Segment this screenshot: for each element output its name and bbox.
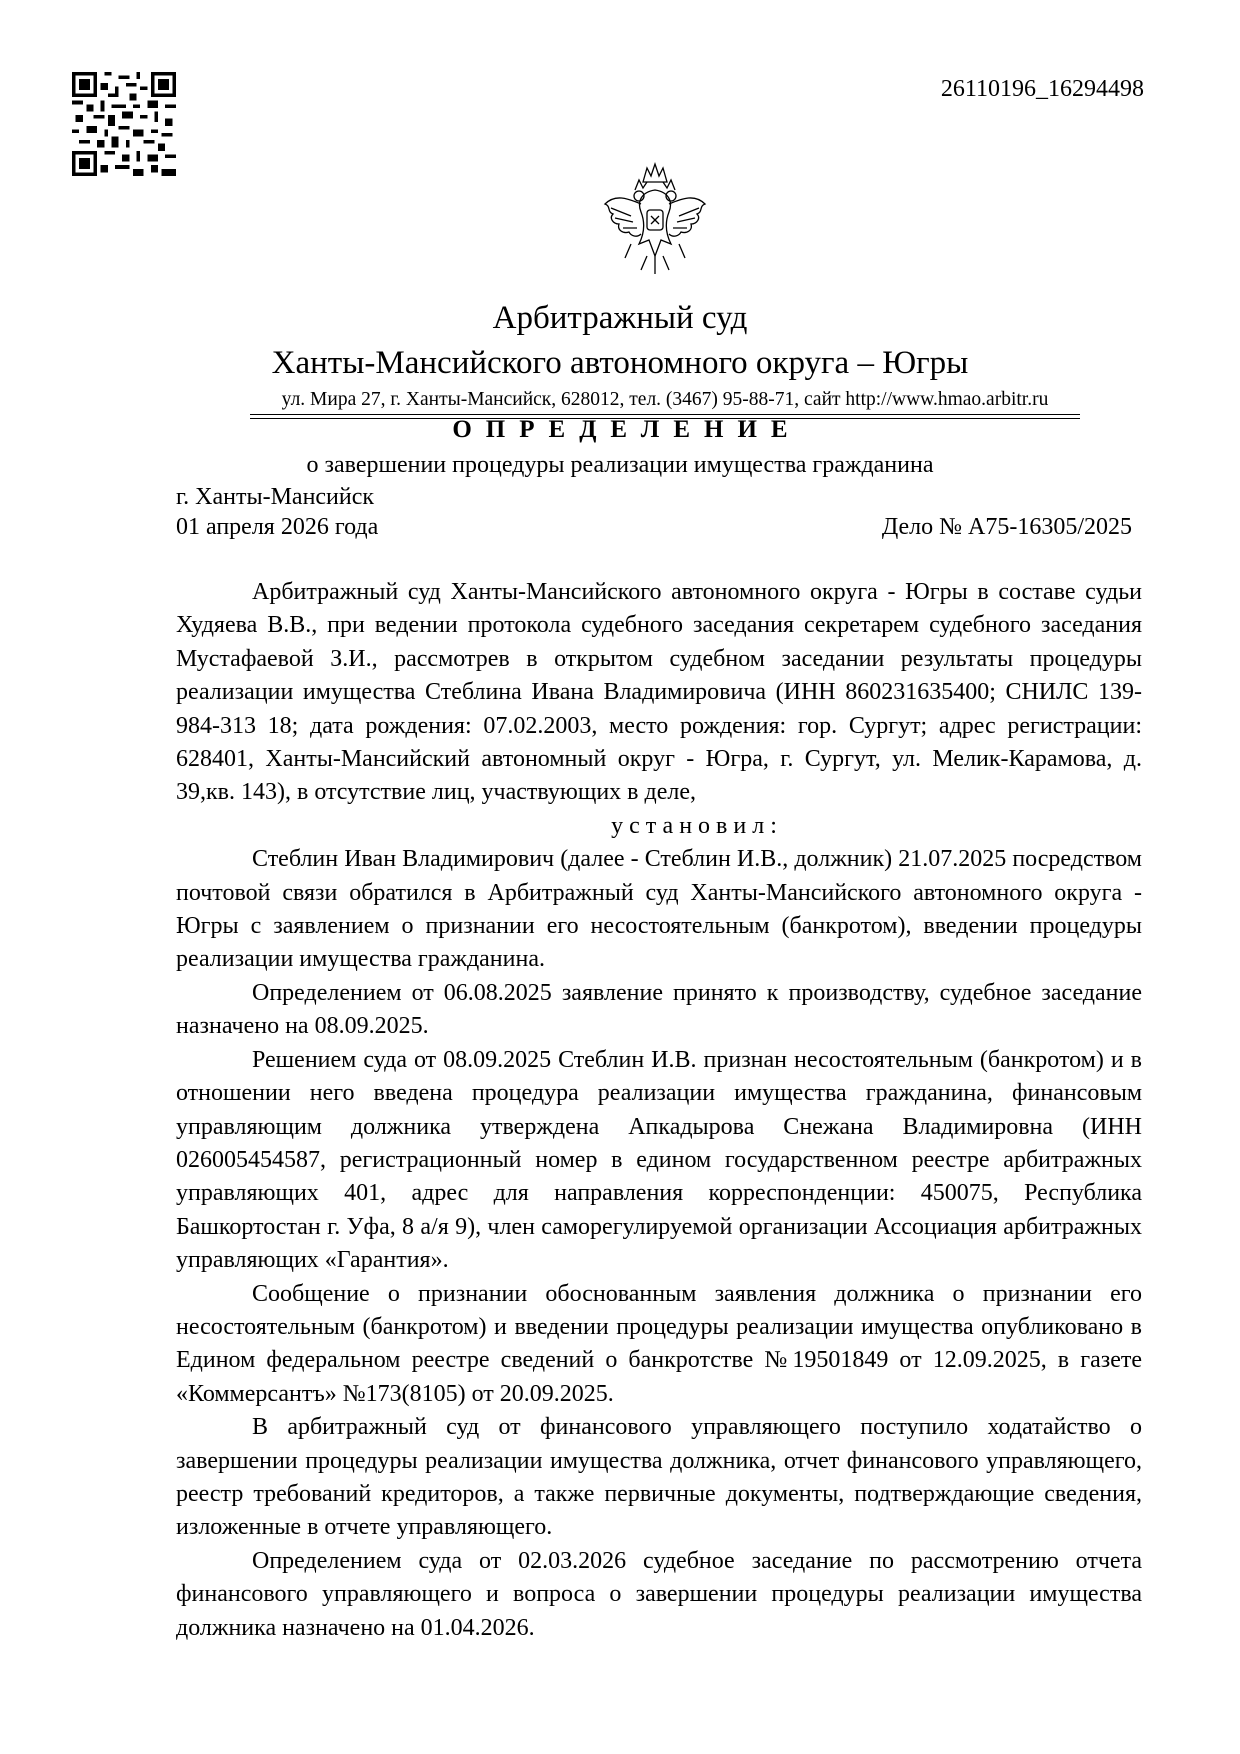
case-number: Дело № А75-16305/2025 <box>881 514 1132 540</box>
body-paragraph: Определением суда от 02.03.2026 судебное заседание по рассмотрению отчета финансового управляющего и вопроса о завершении процедуры реализации имущества должника назначено на 01.04.2026. <box>176 1547 1142 1641</box>
document-body <box>176 576 1142 1645</box>
document-date: 01 апреля 2026 года <box>176 514 379 540</box>
body-paragraph: Стеблин Иван Владимирович (далее - Стеблин И.В., должник) 21.07.2025 посредством почтовой связи обратился в Арбитражный суд Ханты-Мансийского автономного округа - Югры с заявлением о признании его несостоятельным (банкротом), введении процедуры реализации имущества гражданина. <box>176 846 1142 973</box>
court-name-line2: Ханты-Мансийского автономного округа – Югры <box>271 345 969 381</box>
qr-code-icon <box>72 72 176 176</box>
body-paragraph: Решением суда от 08.09.2025 Стеблин И.В. признан несостоятельным (банкротом) и в отношении него введена процедура реализации имущества гражданина, финансовым управляющим должника утверждена Апкадырова Снежана Владимировна (ИНН 026005454587, регистрационный номер в едином государственном реестре арбитражных управляющих 401, адрес для направления корреспонденции: 450075, Республика Башкортостан г. Уфа, 8 а/я 9), член саморегулируемой организации Ассоциация арбитражных управляющих «Гарантия». <box>176 1046 1142 1274</box>
document-id: 26110196_16294498 <box>940 76 1144 102</box>
court-name-line1: Арбитражный суд <box>492 300 748 336</box>
document-subject: о завершении процедуры реализации имущества гражданина <box>306 452 934 478</box>
header-divider <box>250 414 1080 415</box>
russian-coat-of-arms-icon <box>601 160 709 278</box>
document-city: г. Ханты-Мансийск <box>176 484 375 510</box>
section-heading: установил: <box>611 812 783 839</box>
document-type: ОПРЕДЕЛЕНИЕ <box>452 416 802 443</box>
body-paragraph: Сообщение о признании обоснованным заявления должника о признании его несостоятельным (банкротом) и введении процедуры реализации имущества опубликовано в Едином федеральном реестре сведений о банкротстве №19501849 от 12.09.2025, в газете «Коммерсантъ» №173(8105) от 20.09.2025. <box>176 1280 1142 1407</box>
court-address: ул. Мира 27, г. Ханты-Мансийск, 628012, тел. (3467) 95-88-71, сайт http://www.hmao.arbitr.ru <box>281 389 1049 410</box>
body-paragraph: В арбитражный суд от финансового управляющего поступило ходатайство о завершении процедуры реализации имущества должника, отчет финансового управляющего, реестр требований кредиторов, а также первичные документы, подтверждающие сведения, изложенные в отчете управляющего. <box>176 1414 1142 1541</box>
intro-paragraph: Арбитражный суд Ханты-Мансийского автономного округа - Югры в составе судьи Худяева В.В., при ведении протокола судебного заседания секретарем судебного заседания Мустафаевой З.И., рассмотрев в открытом судебном заседании результаты процедуры реализации имущества Стеблина Ивана Владимировича (ИНН 860231635400; СНИЛС 139-984-313 18; дата рождения: 07.02.2003, место рождения: гор. Сургут; адрес регистрации: 628401, Ханты-Мансийский автономный округ - Югра, г. Сургут, ул. Мелик-Карамова, д. 39,кв. 143), в отсутствие лиц, участвующих в деле, <box>176 579 1142 806</box>
body-paragraph: Определением от 06.08.2025 заявление принято к производству, судебное заседание назначено на 08.09.2025. <box>176 979 1142 1040</box>
